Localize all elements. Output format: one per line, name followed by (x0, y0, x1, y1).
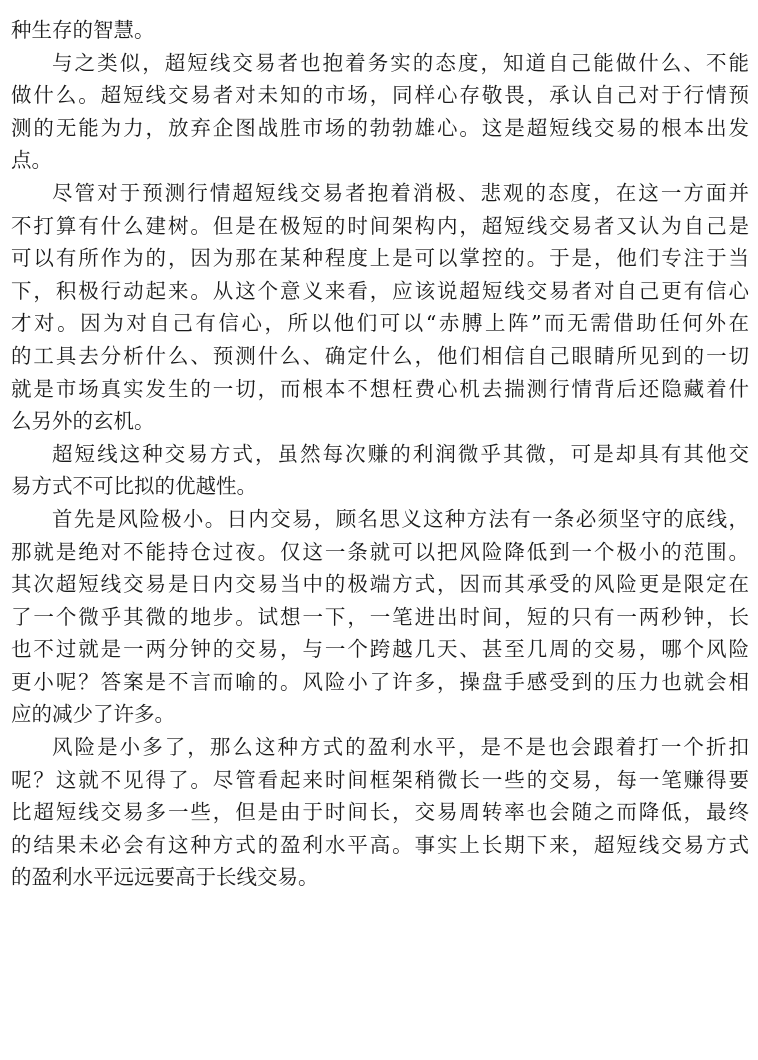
text-line: 超短线这种交易方式，虽然每次赚的利润微乎其微，可是却具有其他交 (52, 441, 749, 466)
text-line: 与之类似，超短线交易者也抱着务实的态度，知道自己能做什么、不能 (52, 50, 749, 75)
text-line: 种生存的智慧。 (11, 18, 155, 42)
text-line: 比超短线交易多一些，但是由于时间长，交易周转率也会随之而降低，最终 (11, 800, 749, 825)
text-line: 尽管对于预测行情超短线交易者抱着消极、悲观的态度，在这一方面并 (52, 180, 749, 205)
text-line: 不打算有什么建树。但是在极短的时间架构内，超短线交易者又认为自己是 (11, 213, 749, 238)
text-line: 点。 (11, 148, 52, 173)
text-line: 其次超短线交易是日内交易当中的极端方式，因而其承受的风险更是限定在 (11, 572, 749, 597)
text-line: 更小呢？答案是不言而喻的。风险小了许多，操盘手感受到的压力也就会相 (11, 669, 749, 694)
text-line: 的工具去分析什么、预测什么、确定什么，他们相信自己眼睛所见到的一切 (11, 343, 749, 368)
text-line: 风险是小多了，那么这种方式的盈利水平，是不是也会跟着打一个折扣 (52, 735, 749, 760)
text-line: 可以有所作为的，因为那在某种程度上是可以掌控的。于是，他们专注于当 (11, 246, 749, 271)
text-line: 也不过就是一两分钟的交易，与一个跨越几天、甚至几周的交易，哪个风险 (11, 637, 749, 662)
text-line: 下，积极行动起来。从这个意义来看，应该说超短线交易者对自己更有信心 (11, 278, 749, 303)
text-line: 才对。因为对自己有信心，所以他们可以“赤膊上阵”而无需借助任何外在 (11, 311, 749, 336)
text-line: 的结果未必会有这种方式的盈利水平高。事实上长期下来，超短线交易方式 (11, 832, 749, 857)
text-line: 首先是风险极小。日内交易，顾名思义这种方法有一条必须坚守的底线， (52, 506, 749, 531)
text-line: 易方式不可比拟的优越性。 (11, 474, 257, 499)
text-line: 么另外的玄机。 (11, 409, 155, 434)
text-line: 应的减少了许多。 (11, 702, 175, 727)
text-line: 了一个微乎其微的地步。试想一下，一笔进出时间，短的只有一两秒钟，长 (11, 604, 749, 629)
text-line: 测的无能为力，放弃企图战胜市场的勃勃雄心。这是超短线交易的根本出发 (11, 115, 749, 140)
text-line: 做什么。超短线交易者对未知的市场，同样心存敬畏，承认自己对于行情预 (11, 83, 749, 108)
text-line: 的盈利水平远远要高于长线交易。 (11, 865, 319, 890)
text-line: 呢？这就不见得了。尽管看起来时间框架稍微长一些的交易，每一笔赚得要 (11, 767, 749, 792)
body-text (11, 14, 749, 894)
text-line: 就是市场真实发生的一切，而根本不想枉费心机去揣测行情背后还隐藏着什 (11, 376, 749, 401)
text-line: 那就是绝对不能持仓过夜。仅这一条就可以把风险降低到一个极小的范围。 (11, 539, 749, 564)
